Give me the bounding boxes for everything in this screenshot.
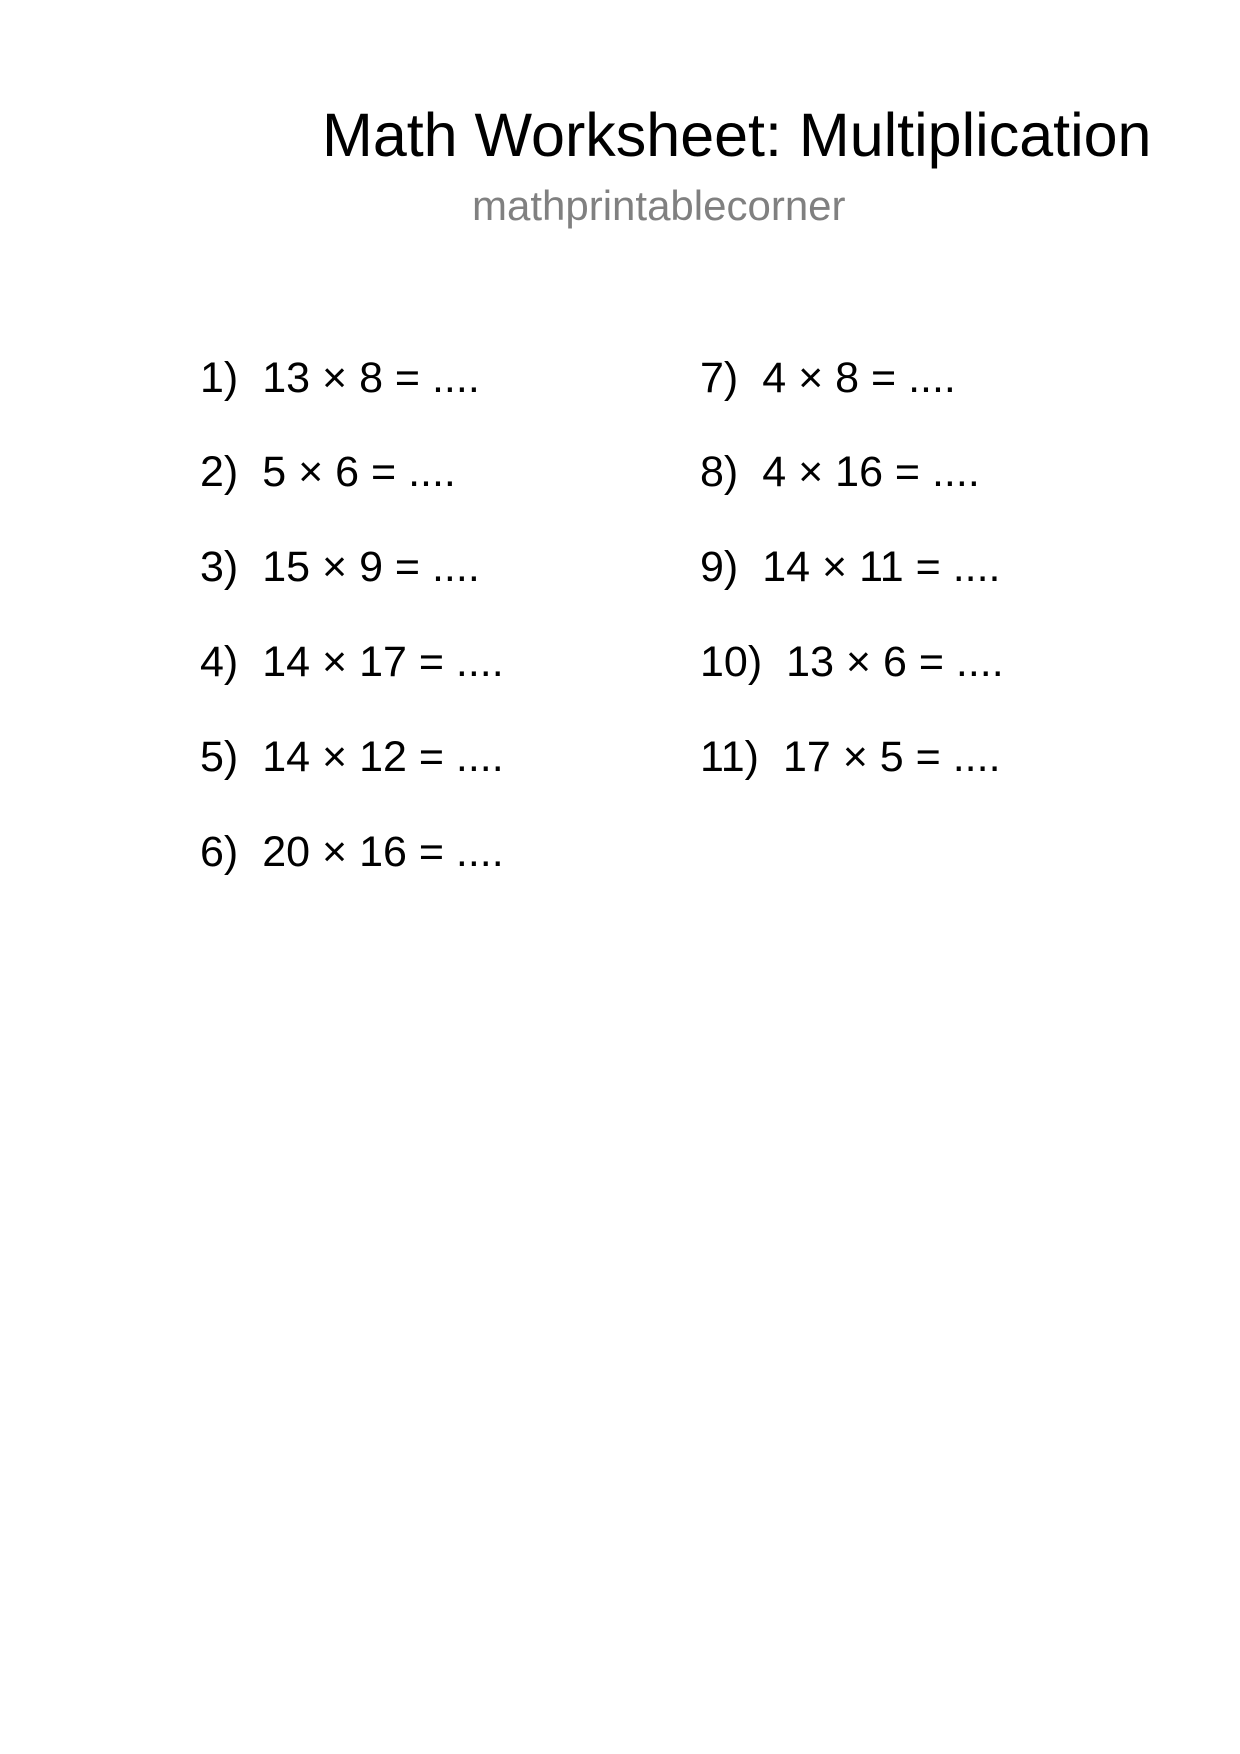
- problem-item: [700, 636, 1004, 688]
- problem-expression: 13 × 6 = ....: [786, 638, 1004, 686]
- problem-number: 5): [200, 733, 239, 781]
- problem-expression: 17 × 5 = ....: [782, 733, 1001, 781]
- problem-number: 11): [700, 733, 759, 781]
- problem-expression: 4 × 8 = ....: [762, 354, 956, 402]
- problem-number: 3): [200, 543, 239, 591]
- problem-number: 7): [700, 354, 739, 402]
- problem-item: [200, 541, 480, 593]
- problem-expression: 5 × 6 = ....: [262, 448, 456, 496]
- problem-number: 2): [200, 448, 239, 496]
- problem-number: 9): [700, 543, 739, 591]
- problem-expression: 13 × 8 = ....: [262, 354, 480, 402]
- page-title: Math Worksheet: Multiplication: [322, 101, 1152, 169]
- problem-expression: 15 × 9 = ....: [262, 543, 480, 591]
- page-subtitle: mathprintablecorner: [472, 182, 846, 229]
- problem-item: [200, 352, 480, 404]
- problem-expression: 14 × 12 = ....: [262, 733, 504, 781]
- problem-number: 10): [700, 638, 763, 686]
- problem-item: [200, 446, 456, 498]
- problem-number: 4): [200, 638, 239, 686]
- problem-item: [700, 352, 956, 404]
- problem-expression: 14 × 11 = ....: [762, 543, 1001, 591]
- problem-item: [700, 446, 980, 498]
- problem-item: [200, 636, 504, 688]
- problem-item: [700, 541, 1001, 593]
- problem-item: [200, 731, 504, 783]
- problem-number: 8): [700, 448, 739, 496]
- problem-expression: 4 × 16 = ....: [762, 448, 980, 496]
- problem-number: 1): [200, 354, 239, 402]
- problem-item: [700, 731, 1001, 783]
- problem-number: 6): [200, 828, 239, 876]
- problem-expression: 14 × 17 = ....: [262, 638, 504, 686]
- problem-expression: 20 × 16 = ....: [262, 828, 504, 876]
- problem-item: [200, 826, 504, 878]
